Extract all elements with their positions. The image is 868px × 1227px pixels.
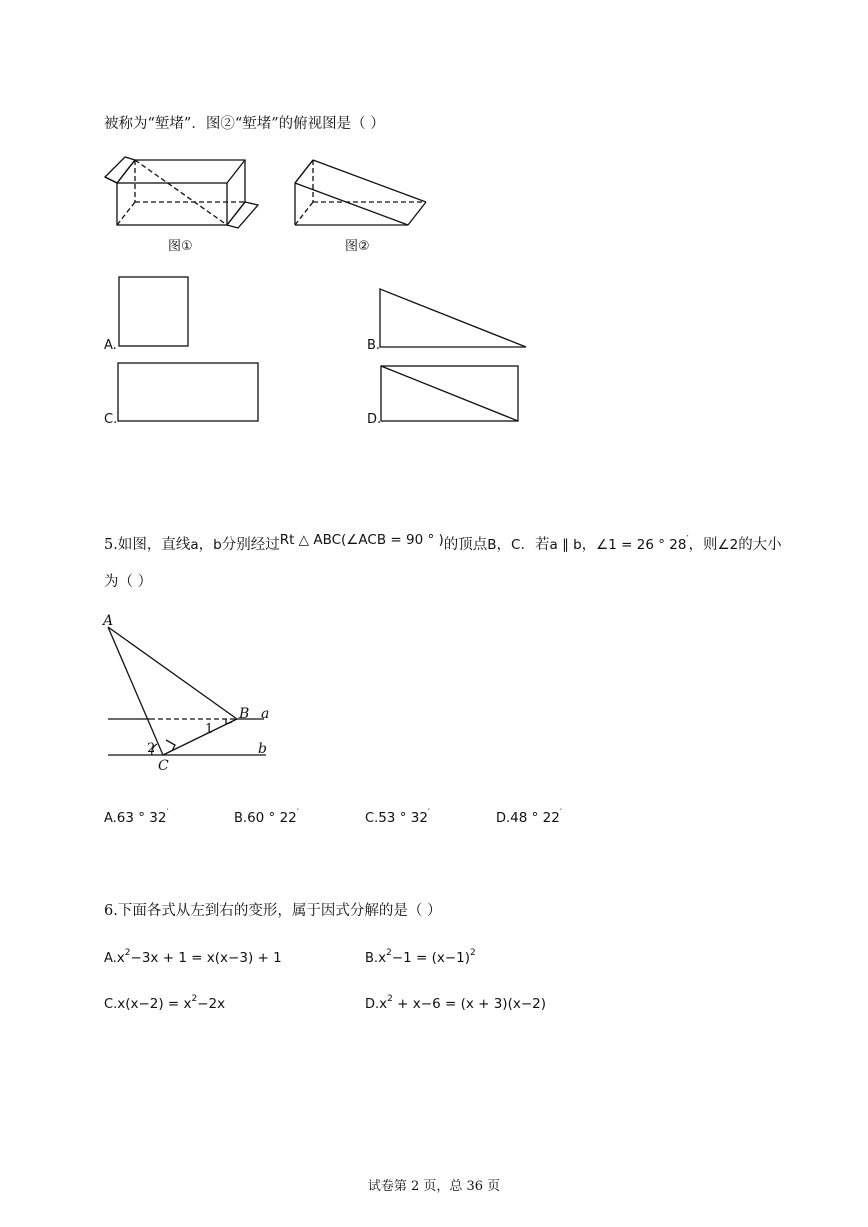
q5-option-d: D.48 ° 22′ [496,808,562,826]
q6-option-c: $C.x(x-2) = x^2-2x$ [104,994,226,1012]
point-b-label: B [239,706,250,722]
q4-option-c-label: C. [104,412,118,427]
angle-2-label: 2 [147,741,156,756]
q6-option-a: $A.x^2-3x + 1 = x(x-3) + 1$ [104,948,282,966]
figure-1-caption: 图① [168,239,193,254]
point-a-label: A [103,613,114,629]
angle-1-label: 1 [205,722,214,737]
q4-option-d-label: D. [367,412,382,427]
q6-option-d: $D.x^2 + x-6 = (x + 3)(x-2)$ [365,994,546,1012]
q5-stem-line2: 为（ ） [104,574,153,590]
line-a-label: a [261,706,270,722]
q4-option-b-label: B. [367,338,381,353]
q5-option-b: B.60 ° 22′ [234,808,299,826]
page-footer: 试卷第 2 页，总 36 页 [367,1179,501,1194]
q5-stem-line1: 5.如图，直线a，b分别经过Rt △ ABC(∠ACB = 90 ° )的顶点B，C．若a ∥ b，∠1 = 26 ° 28′，则∠2的大小 [104,532,782,553]
q6-stem: 6.下面各式从左到右的变形，属于因式分解的是（ ） [104,903,442,919]
q6-option-b: $B.x^2-1 = (x-1)^2$ [365,948,476,966]
figure-2-caption: 图② [345,239,370,254]
q5-option-c: C.53 ° 32′ [365,808,430,826]
q4-option-a-label: A. [104,338,117,353]
line-b-label: b [258,741,267,757]
point-c-label: C [158,758,169,774]
q5-option-a: A.63 ° 32′ [104,808,169,826]
q4-intro: 被称为“堑堵”．图②“堑堵”的俯视图是（ ） [104,116,385,132]
